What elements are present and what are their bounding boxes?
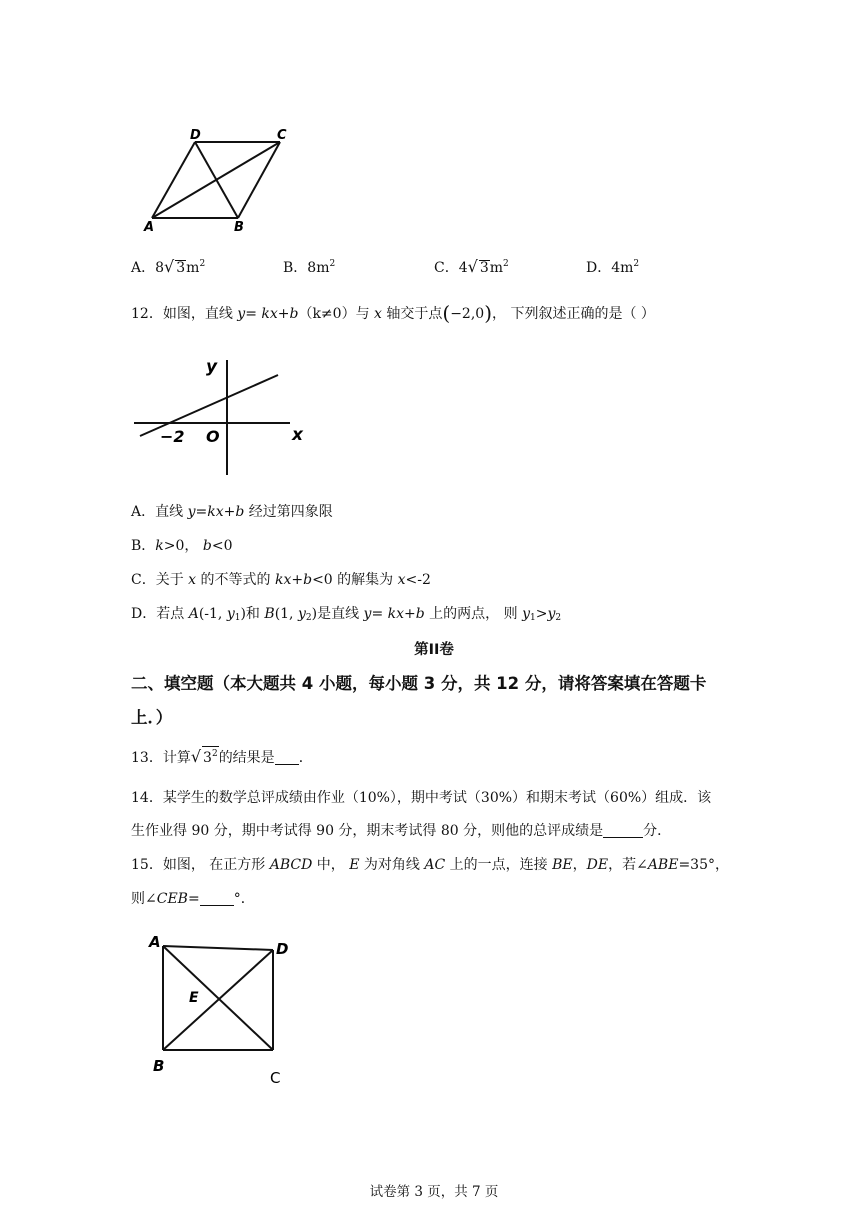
- q12-option-d: D．若点 A(-1, $y_1$)和 B(1, $y_2$)是直线 y= kx+b 上的两点， 则 $y_1>y_2$: [131, 606, 562, 623]
- part2-heading-line2: 上．）: [131, 708, 173, 727]
- part2-heading-line1: 二、填空题（本大题共 4 小题，每小题 3 分，共 12 分，请将答案填在答题卡: [131, 674, 707, 693]
- q14-line1: 14．某学生的数学总评成绩由作业（10%），期中考试（30%）和期末考试（60%）组成．该: [131, 790, 712, 806]
- q11-option-b: B．$8m^2$: [283, 259, 336, 276]
- label-b: B: [234, 220, 244, 235]
- q11-option-a: A．8√ $3m^2$: [131, 257, 206, 276]
- parallelogram-figure: [140, 122, 310, 237]
- section-title: 第II卷: [414, 642, 454, 658]
- q12-option-a: A．直线 y=kx+b 经过第四象限: [131, 504, 333, 520]
- q12-option-b: B．k>0， b<0: [131, 538, 233, 554]
- label-c: C: [277, 128, 287, 143]
- sq-label-c: C: [270, 1069, 281, 1085]
- page-footer: 试卷第 3 页，共 7 页: [369, 1184, 499, 1200]
- q11-option-d: D．$4m^2$: [586, 259, 640, 276]
- label-a: A: [144, 220, 155, 235]
- axis-label-x: x: [292, 425, 303, 445]
- intercept-label: −2: [160, 427, 185, 446]
- q14-answer-blank[interactable]: [603, 823, 643, 838]
- q14-line2: 生作业得 90 分，期中考试得 90 分，期末考试得 80 分，则他的总评成绩是 分．: [131, 823, 672, 839]
- q15-line1: 15．如图， 在正方形 ABCD 中， E 为对角线 AC 上的一点，连接 BE，DE，若∠ABE=35°，: [131, 857, 729, 873]
- sq-label-a: A: [149, 933, 161, 951]
- square-figure: [145, 930, 305, 1085]
- linear-function-figure: [130, 350, 310, 480]
- axis-label-y: y: [206, 357, 218, 377]
- label-d: D: [190, 128, 201, 143]
- sq-label-b: B: [153, 1057, 165, 1075]
- q15-answer-blank[interactable]: [200, 891, 234, 906]
- q13: 13．计算√ $3^2$的结果是 ．: [131, 747, 313, 766]
- q15-line2: 则∠CEB= °．: [131, 891, 255, 907]
- q11-option-c: C．4√ $3m^2$: [434, 257, 509, 276]
- sq-label-d: D: [276, 940, 289, 958]
- q13-answer-blank[interactable]: [275, 750, 299, 765]
- q12-stem: 12．如图，直线 y= kx+b（k≠0）与 x 轴交于点(−2,0)， 下列叙述正确的是（ ）: [131, 301, 655, 325]
- q12-option-c: C．关于 x 的不等式的 kx+b<0 的解集为 x<-2: [131, 572, 431, 588]
- origin-label: O: [206, 427, 220, 446]
- sq-label-e: E: [189, 990, 199, 1006]
